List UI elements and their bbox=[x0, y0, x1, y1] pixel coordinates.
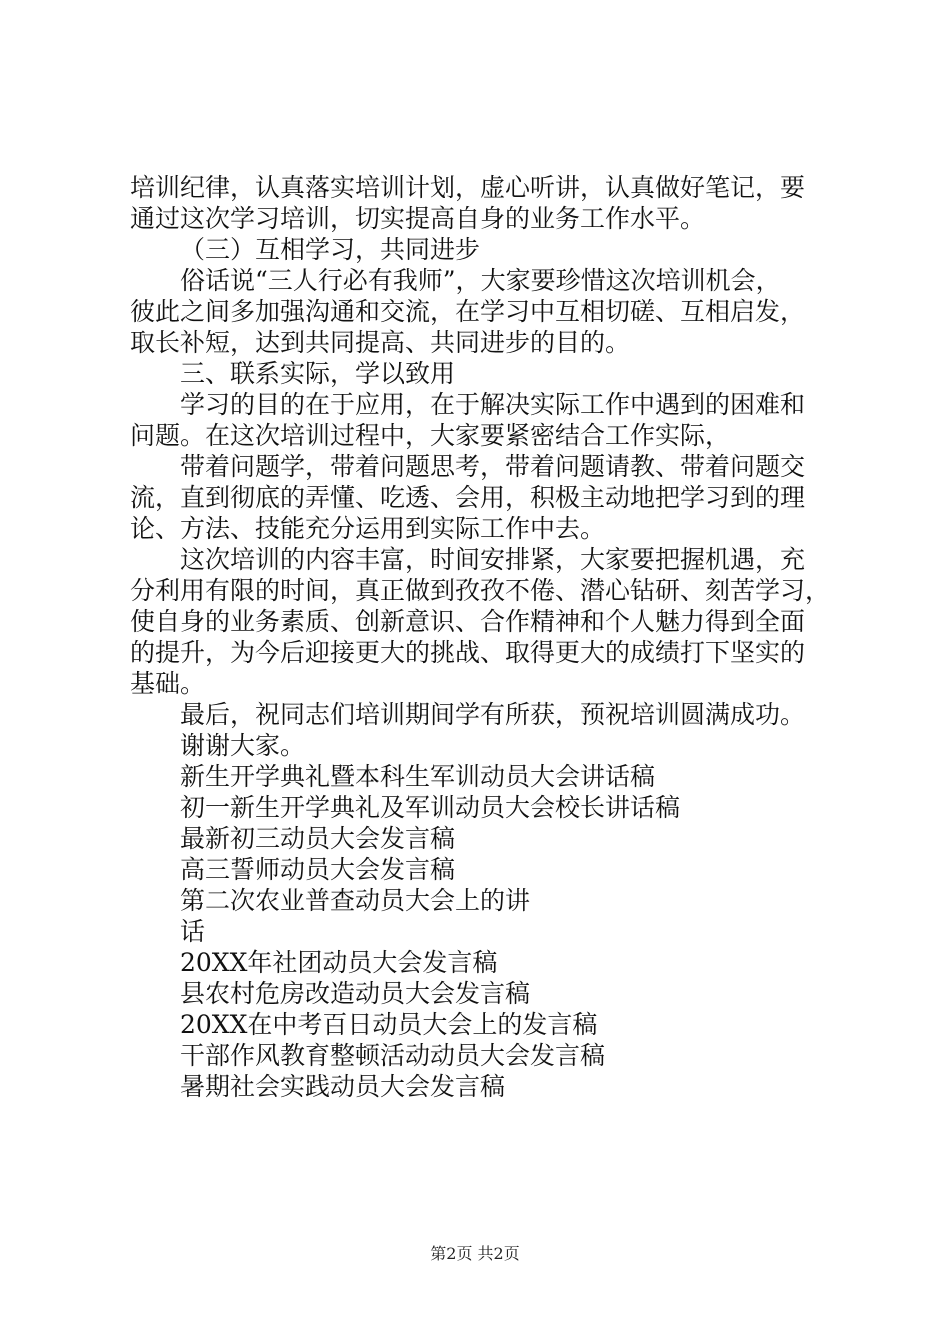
body-line: 流，直到彻底的弄懂、吃透、会用，积极主动地把学习到的理 bbox=[130, 483, 806, 512]
body-line: 学习的目的在于应用，在于解决实际工作中遇到的困难和 bbox=[180, 390, 806, 419]
page-footer bbox=[0, 1244, 950, 1264]
body-line: 带着问题学，带着问题思考，带着问题请教、带着问题交 bbox=[180, 452, 806, 481]
document-body bbox=[130, 172, 830, 1102]
body-line: 彼此之间多加强沟通和交流，在学习中互相切磋、互相启发， bbox=[130, 297, 806, 326]
body-line: 分利用有限的时间，真正做到孜孜不倦、潜心钻研、刻苦学习， bbox=[130, 576, 831, 605]
related-title: 第二次农业普查动员大会上的讲 bbox=[180, 886, 531, 915]
related-title: 话 bbox=[180, 917, 206, 946]
related-title: 初一新生开学典礼及军训动员大会校长讲话稿 bbox=[180, 793, 681, 822]
body-line: 的提升，为今后迎接更大的挑战、取得更大的成绩打下坚实的 bbox=[130, 638, 806, 667]
closing-line: 谢谢大家。 bbox=[180, 731, 306, 760]
related-title: 最新初三动员大会发言稿 bbox=[180, 824, 456, 853]
body-line: 培训纪律，认真落实培训计划，虚心听讲，认真做好笔记，要 bbox=[130, 173, 806, 202]
section-heading: （三）互相学习，共同进步 bbox=[180, 235, 481, 264]
related-title: 20XX年社团动员大会发言稿 bbox=[180, 948, 498, 977]
body-line: 俗话说“三人行必有我师”，大家要珍惜这次培训机会， bbox=[180, 266, 781, 295]
related-title: 干部作风教育整顿活动动员大会发言稿 bbox=[180, 1041, 606, 1070]
related-title: 县农村危房改造动员大会发言稿 bbox=[180, 979, 531, 1008]
body-line: 通过这次学习培训，切实提高自身的业务工作水平。 bbox=[130, 204, 706, 233]
closing-line: 最后，祝同志们培训期间学有所获，预祝培训圆满成功。 bbox=[180, 700, 806, 729]
related-title: 20XX在中考百日动员大会上的发言稿 bbox=[180, 1010, 598, 1039]
body-line: 论、方法、技能充分运用到实际工作中去。 bbox=[130, 514, 606, 543]
body-line: 问题。在这次培训过程中，大家要紧密结合工作实际， bbox=[130, 421, 731, 450]
body-line: 基础。 bbox=[130, 669, 206, 698]
related-title: 新生开学典礼暨本科生军训动员大会讲话稿 bbox=[180, 762, 656, 791]
body-line: 使自身的业务素质、创新意识、合作精神和个人魅力得到全面 bbox=[130, 607, 806, 636]
page-number: 第2页 共2页 bbox=[430, 1244, 520, 1263]
section-heading: 三、联系实际，学以致用 bbox=[180, 359, 456, 388]
related-title: 暑期社会实践动员大会发言稿 bbox=[180, 1072, 506, 1101]
body-line: 取长补短，达到共同提高、共同进步的目的。 bbox=[130, 328, 631, 357]
related-title: 高三誓师动员大会发言稿 bbox=[180, 855, 456, 884]
body-line: 这次培训的内容丰富，时间安排紧，大家要把握机遇，充 bbox=[180, 545, 806, 574]
